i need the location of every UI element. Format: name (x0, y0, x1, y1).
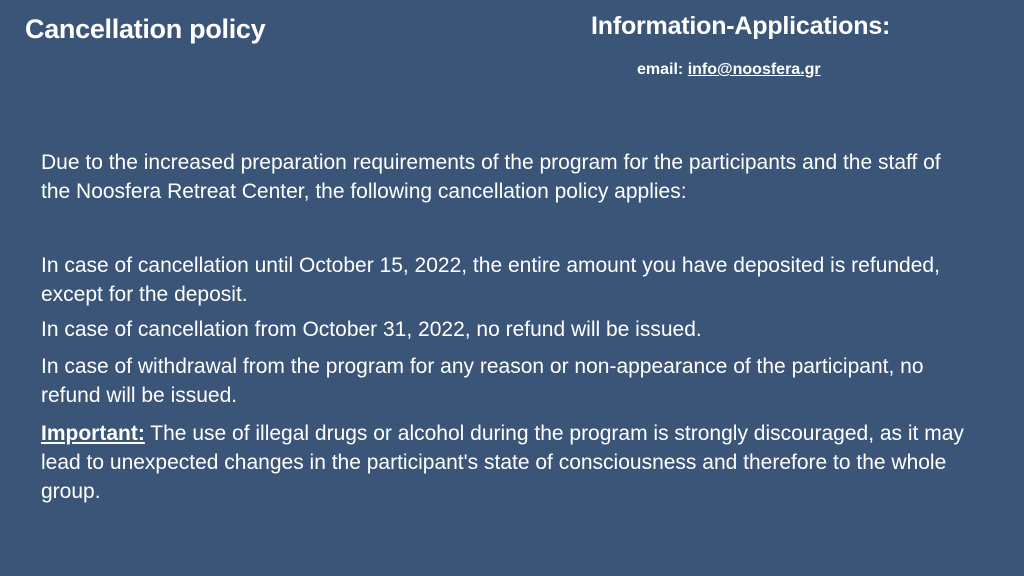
contact-email-line (637, 61, 821, 79)
policy-rule-refund-until-oct-15: In case of cancellation until October 15, 2022, the entire amount you have deposited is refunded, except for the deposit. (41, 254, 940, 306)
page-title: Cancellation policy (25, 14, 266, 44)
email-label: email: (637, 61, 684, 78)
intro-paragraph: Due to the increased preparation requirements of the program for the participants and the staff of the Noosfera Retreat Center, the following cancellation policy applies: (41, 151, 941, 203)
email-link[interactable]: info@noosfera.gr (687, 61, 821, 78)
policy-rule-withdrawal: In case of withdrawal from the program for any reason or non-appearance of the participant, no refund will be issued. (41, 355, 924, 407)
important-text: The use of illegal drugs or alcohol during the program is strongly discouraged, as it may lead to unexpected changes in the participant's state of consciousness and therefore to the whole group. (41, 422, 964, 503)
policy-rule-no-refund-from-oct-31: In case of cancellation from October 31, 2022, no refund will be issued. (41, 318, 702, 341)
contact-heading: Information-Applications: (591, 12, 891, 40)
important-label: Important: (41, 422, 145, 445)
important-note (41, 419, 971, 506)
